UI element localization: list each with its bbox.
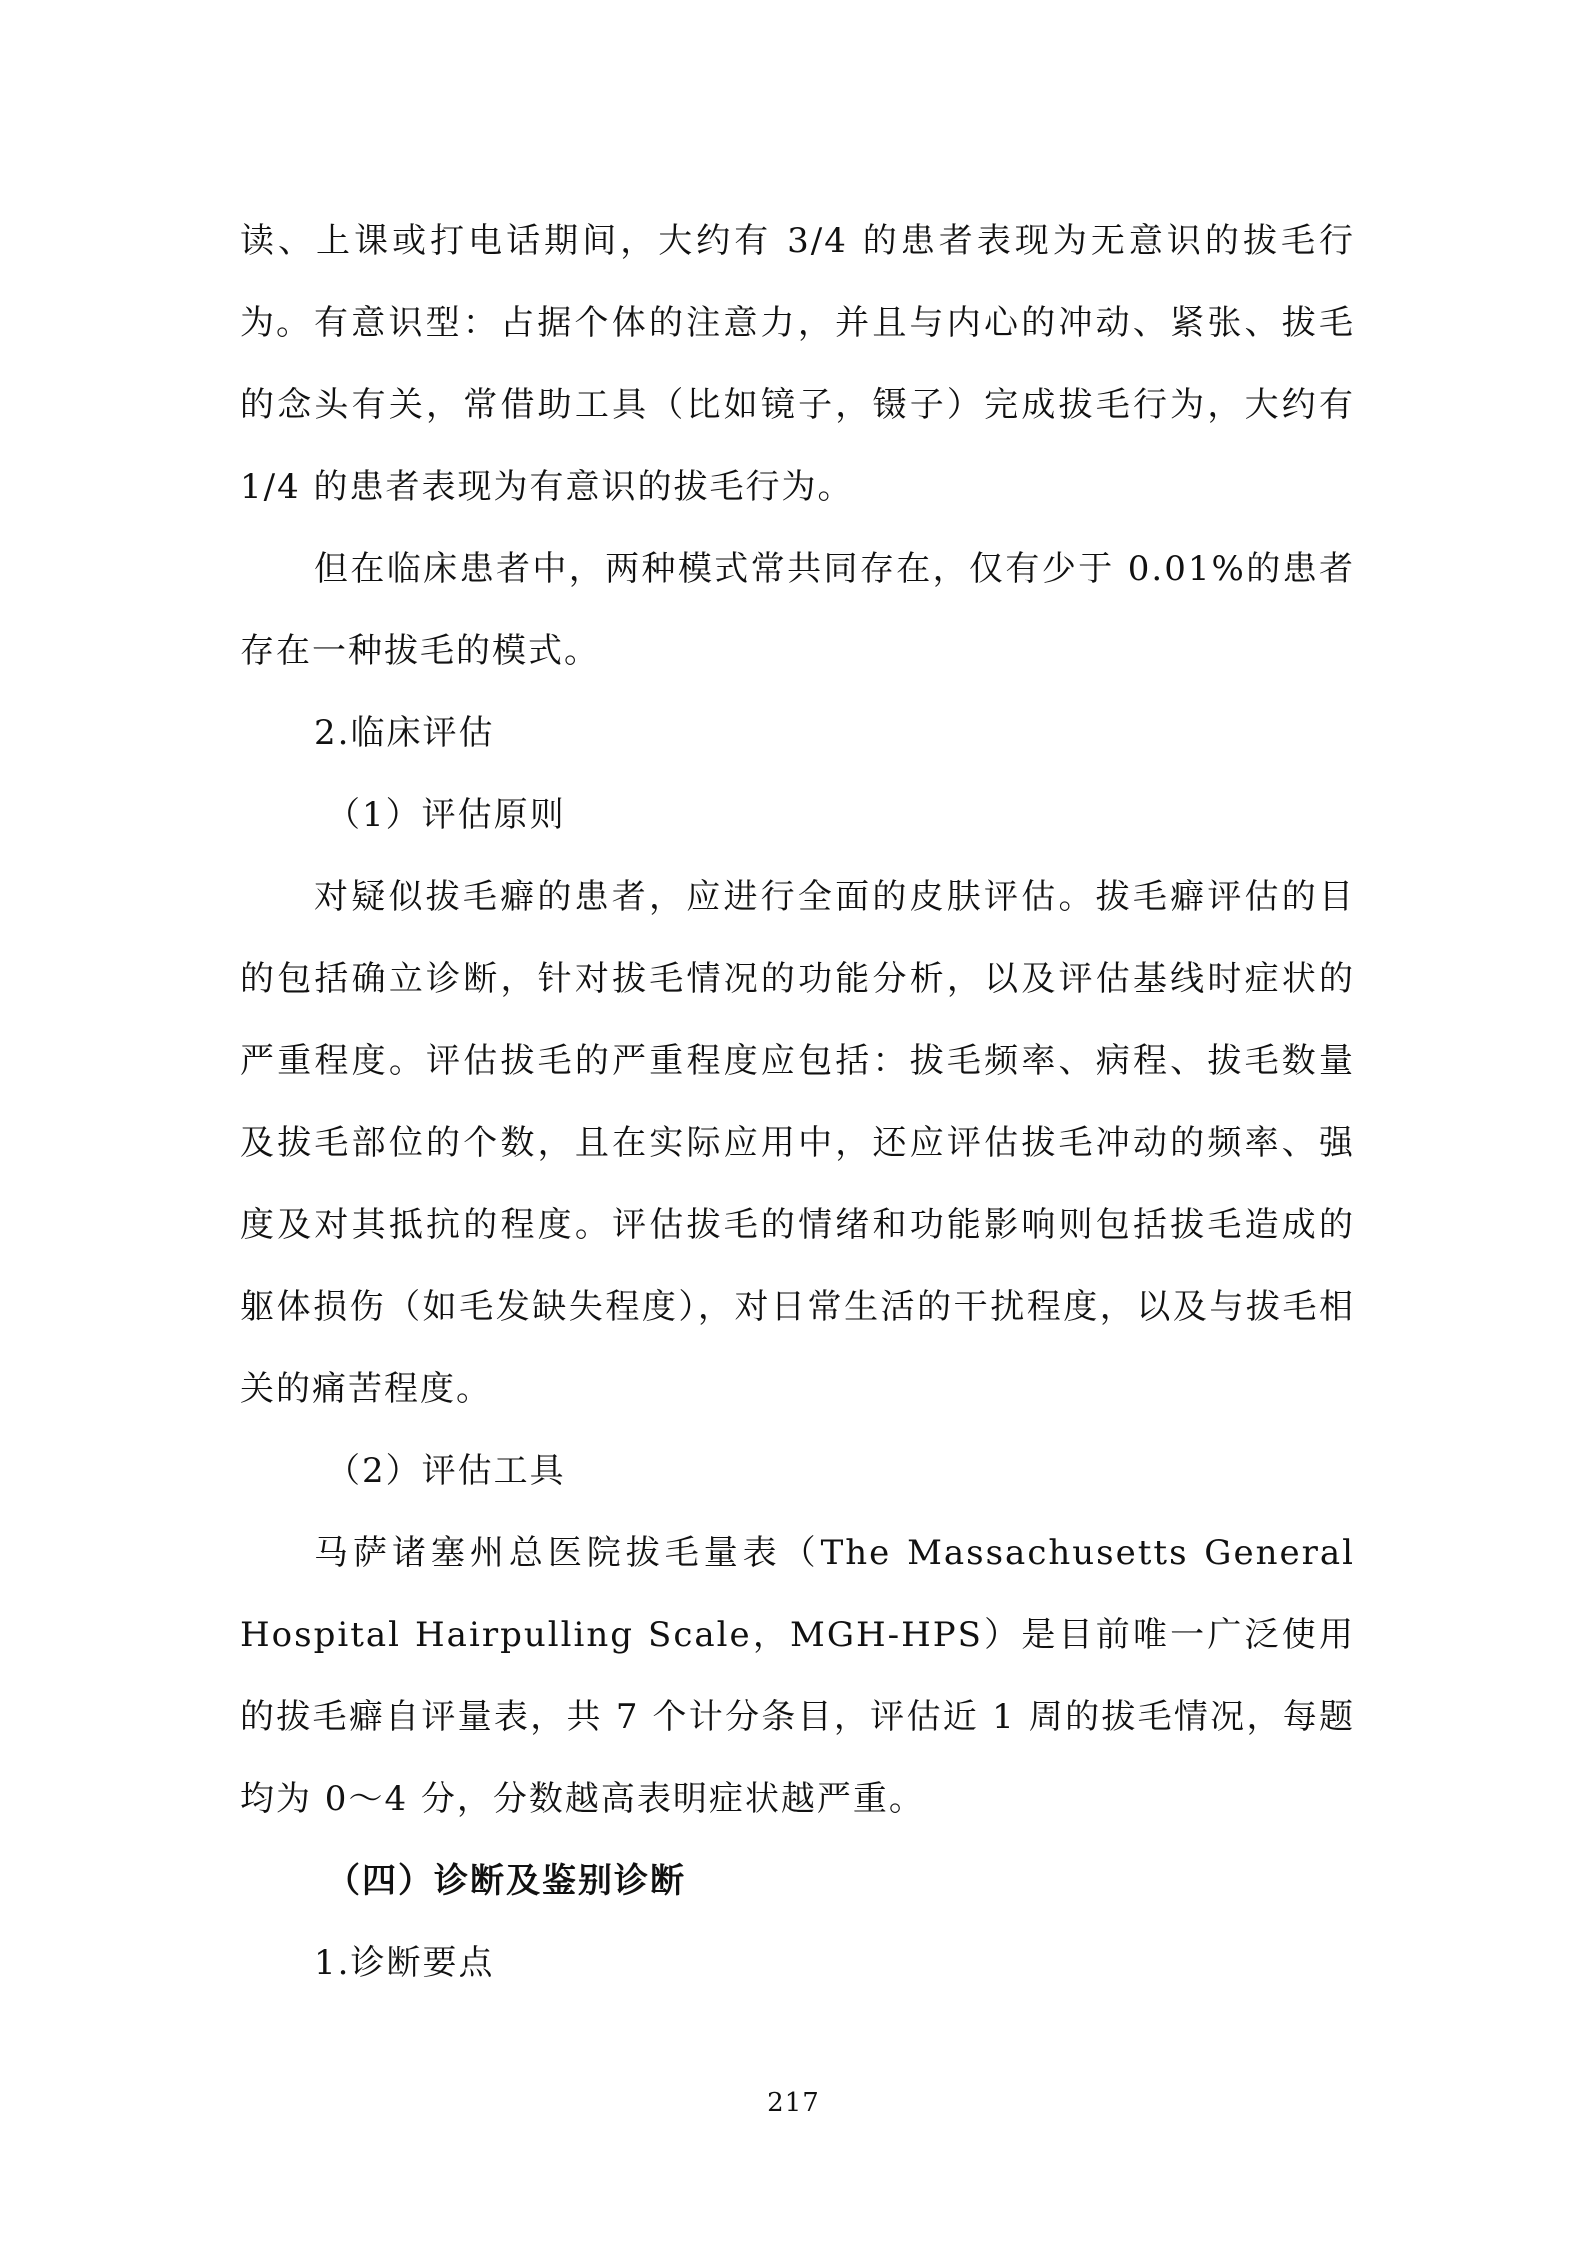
heading-assessment-tools: （2）评估工具 [326,1451,566,1491]
paragraph-assessment-principles: 对疑似拔毛癖的患者，应进行全面的皮肤评估。拔毛癖评估的目的包括确立诊断，针对拔毛情况的功能分析，以及评估基线时症状的严重程度。评估拔毛的严重程度应包括：拔毛频率、病程、拔毛数量及拔毛部位的个数，且在实际应用中，还应评估拔毛冲动的频率、强度及对其抵抗的程度。评估拔毛的情绪和功能影响则包括拔毛造成的躯体损伤（如毛发缺失程度），对日常生活的干扰程度，以及与拔毛相关的痛苦程度。 [240,877,1355,1409]
heading-assessment-principles: （1）评估原则 [326,795,566,835]
heading-diagnosis: （四）诊断及鉴别诊断 [326,1861,686,1901]
paragraph-mixed-modes: 但在临床患者中，两种模式常共同存在，仅有少于 0.01%的患者存在一种拔毛的模式。 [240,549,1355,671]
paragraph-mgh-hps-scale: 马萨诸塞州总医院拔毛量表（The Massachusetts General Hospital Hairpulling Scale，MGH-HPS）是目前唯一广泛使用的拔毛癖自评量表，共 7 个计分条目，评估近 1 周的拔毛情况，每题均为 0～4 分，分数越高表明症状越严重。 [240,1533,1355,1819]
heading-diagnostic-key-points: 1.诊断要点 [314,1943,495,1983]
heading-clinical-assessment: 2.临床评估 [314,713,495,753]
paragraph-conscious-type: 有意识型：占据个体的注意力，并且与内心的冲动、紧张、拔毛的念头有关，常借助工具（比如镜子，镊子）完成拔毛行为，大约有 1/4 的患者表现为有意识的拔毛行为。 [240,303,1355,507]
page-number: 217 [767,2088,820,2118]
paragraph-unconscious-type-end: 读、上课或打电话期间，大约有 3/4 的患者表现为无意识的拔毛行为。 [240,221,1355,343]
